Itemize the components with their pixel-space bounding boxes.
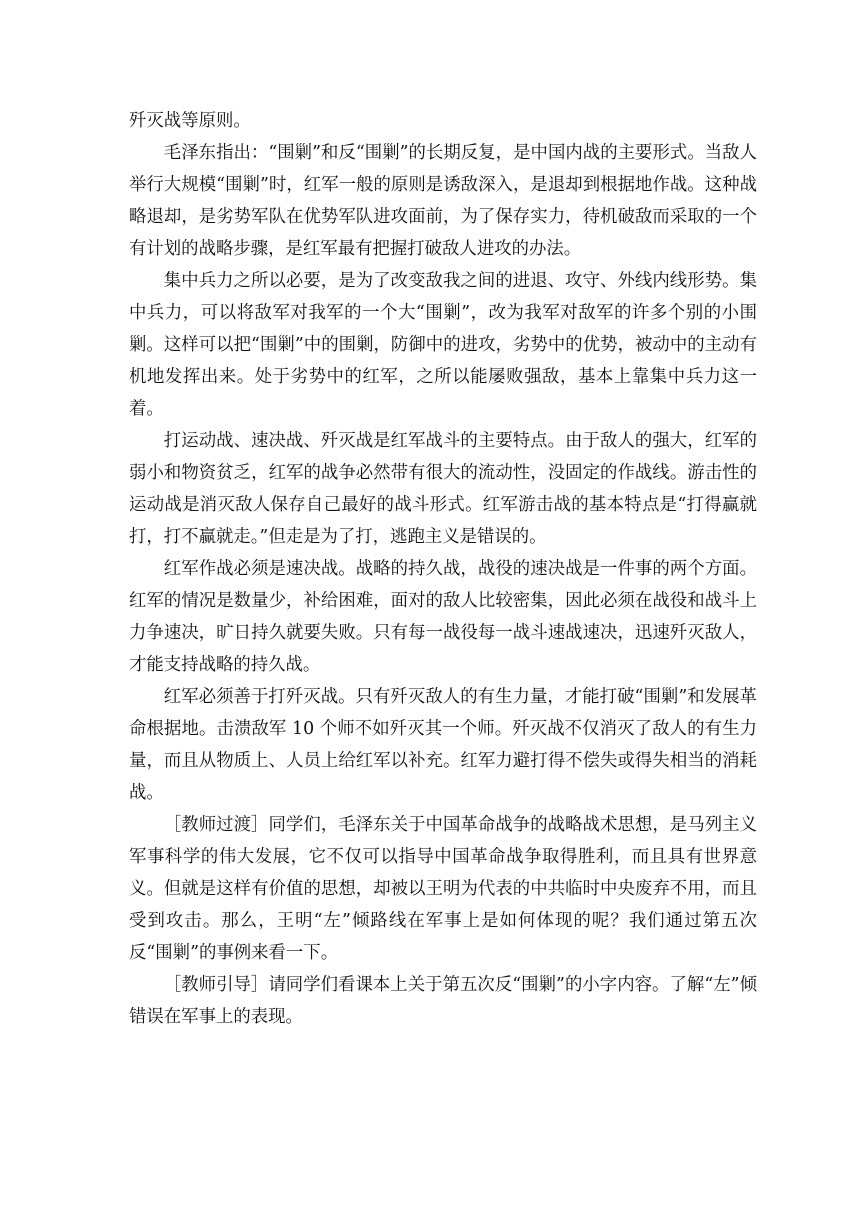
paragraph-3: 集中兵力之所以必要，是为了改变敌我之间的进退、攻守、外线内线形势。集中兵力，可以将敌军对我军的一个大“围剿”，改为我军对敌军的许多个别的小围剿。这样可以把“围剿”中的围剿，防御中的进攻，劣势中的优势，被动中的主动有机地发挥出来。处于劣势中的红军，之所以能屡败强敌，基本上靠集中兵力这一着。 xyxy=(129,271,757,419)
paragraph-6: 红军必须善于打歼灭战。只有歼灭敌人的有生力量，才能打破“围剿”和发展革命根据地。击溃敌军 10 个师不如歼灭其一个师。歼灭战不仅消灭了敌人的有生力量，而且从物质上、人员上给红军以补充。红军力避打得不偿失或得失相当的消耗战。 xyxy=(129,687,757,803)
paragraph-5: 红军作战必须是速决战。战略的持久战，战役的速决战是一件事的两个方面。红军的情况是数量少，补给困难，面对的敌人比较密集，因此必须在战役和战斗上力争速决，旷日持久就要失败。只有每一战役每一战斗速战速决，迅速歼灭敌人，才能支持战略的持久战。 xyxy=(129,559,757,675)
paragraph-8: ［教师引导］请同学们看课本上关于第五次反“围剿”的小字内容。了解“左”倾错误在军事上的表现。 xyxy=(129,975,757,1027)
document-body xyxy=(129,105,757,1033)
paragraph-1: 歼灭战等原则。 xyxy=(129,111,251,131)
paragraph-2: 毛泽东指出：“围剿”和反“围剿”的长期反复，是中国内战的主要形式。当敌人举行大规模“围剿”时，红军一般的原则是诱敌深入，是退却到根据地作战。这种战略退却，是劣势军队在优势军队进攻面前，为了保存实力，待机破敌而采取的一个有计划的战略步骤，是红军最有把握打破敌人进攻的办法。 xyxy=(129,143,757,259)
paragraph-7: ［教师过渡］同学们，毛泽东关于中国革命战争的战略战术思想，是马列主义军事科学的伟大发展，它不仅可以指导中国革命战争取得胜利，而且具有世界意义。但就是这样有价值的思想，却被以王明为代表的中共临时中央废弃不用，而且受到攻击。那么，王明“左”倾路线在军事上是如何体现的呢？我们通过第五次反“围剿”的事例来看一下。 xyxy=(129,815,757,963)
paragraph-4: 打运动战、速决战、歼灭战是红军战斗的主要特点。由于敌人的强大，红军的弱小和物资贫乏，红军的战争必然带有很大的流动性，没固定的作战线。游击性的运动战是消灭敌人保存自己最好的战斗形式。红军游击战的基本特点是“打得赢就打，打不赢就走。”但走是为了打，逃跑主义是错误的。 xyxy=(129,431,757,547)
